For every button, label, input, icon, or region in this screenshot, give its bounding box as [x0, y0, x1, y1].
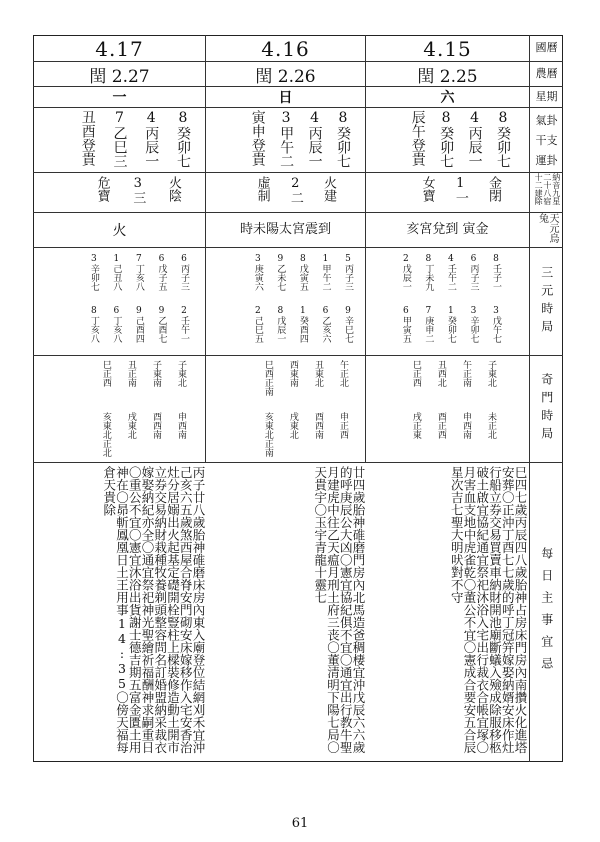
qimen-4-17	[100, 360, 185, 408]
qimen-col: 子東北	[485, 360, 496, 387]
label-gregorian: 國曆	[535, 41, 558, 55]
ganzhi-4-16	[250, 110, 350, 170]
sanyuan-col: 9辛巳七	[342, 306, 353, 343]
weekday-4-15: 六	[440, 90, 455, 106]
nayin-col: 女寶	[419, 176, 435, 202]
tianyuan-4-16: 時未陽太宮震到	[239, 222, 331, 238]
nayin-col: 危寶	[94, 176, 110, 202]
sanyuan-col: 6戊子五	[156, 254, 167, 291]
sanyuan-col: 3辛卯七	[468, 306, 479, 343]
sanyuan-col: 3戊午七	[490, 306, 501, 343]
daily-text-4-16: 廿四歲胎神碓磨門房內北馬造爸稠棲宜沖戊辰六六歲的呼庚辰公大凶〇憲宜協紀俱不宜〇通宜出行教牛聖月建虎中往乙天瘟月刑土府三丧〇董清明下陽七局〇天貴宇〇玉宇青龍十靈七	[312, 466, 366, 754]
weekday-4-16: 日	[278, 90, 293, 106]
sanyuan-col: 2壬午一	[178, 306, 189, 343]
ganzhi-col: 8癸卯七	[335, 110, 351, 168]
divider	[33, 247, 563, 248]
label-nayin: 納音九星二十八宿十二建除	[534, 173, 561, 205]
ganzhi-col: 3甲午二	[278, 110, 295, 168]
sanyuan-col: 1癸卯七	[445, 306, 456, 343]
qimen-4-16	[262, 360, 347, 408]
ganzhi-col: 丑酉登貴	[79, 110, 96, 166]
tianyuan-4-17: 火	[112, 223, 127, 239]
daily-text-4-17: 丙子廿八歲胎神碓磨床房內東入廟登位結網刈禾宜沖己亥六五歲煞西屋合脊安門砌安床嫁移作入宅安香治灶分居嫋出火起基定礎開栓豎柱上樑裝修造動土開市立券交易納財栽種牧養剃頭整容問名訂婚盟納采裁衣嫁娶納紀亦全〇通宜祭祀神光聖繪祈福酬神求嗣重日〇重公不宜〇憲宜沐浴出貨謝士德吉期五富金匱土用神在〇昴斬鳳凰日土王用事14:35〇傍天福每倉天貴除	[101, 466, 206, 754]
sanyuan-col: 2戊辰一	[400, 254, 411, 291]
gregorian-date-4-16: 4.16	[261, 36, 310, 61]
lunar-date-4-15: 閏 2.25	[417, 66, 478, 87]
qimen-col: 戌東北	[287, 412, 298, 439]
divider	[33, 107, 563, 108]
gregorian-date-4-15: 4.15	[423, 36, 472, 61]
nayin-4-16	[255, 176, 335, 210]
sanyuan-col: 1癸酉四	[297, 306, 308, 343]
nayin-col: 火陰	[165, 176, 181, 202]
qimen-col: 巳西正南	[262, 360, 273, 396]
label-ganzhi-header: 干支	[535, 134, 558, 147]
nayin-col: 火建	[320, 176, 336, 202]
ganzhi-col: 寅申登貴	[249, 110, 266, 166]
sanyuan-col: 1甲午二	[320, 254, 331, 291]
ganzhi-4-17	[80, 110, 190, 170]
nayin-col: 1一	[452, 176, 468, 204]
qimen-col: 丑正南	[125, 360, 136, 387]
sanyuan-col: 6甲寅五	[400, 306, 411, 343]
ganzhi-col: 8癸卯七	[174, 110, 191, 168]
sanyuan-col: 8丁亥八	[88, 306, 99, 343]
qimen-col: 酉西南	[150, 412, 161, 439]
qimen-col: 酉西南	[312, 412, 323, 439]
sanyuan-col: 4壬午二	[445, 254, 456, 291]
qimen-col: 亥東北正南	[262, 412, 273, 457]
ganzhi-col: 7乙巳三	[111, 110, 128, 168]
label-sanyuan: 三元時局	[539, 265, 554, 338]
qimen-col: 午正南	[460, 360, 471, 387]
qimen-4-17-b	[100, 412, 185, 460]
ganzhi-col: 4丙辰一	[143, 110, 160, 168]
ganzhi-4-15	[410, 110, 510, 170]
sanyuan-col: 9乙酉七	[156, 306, 167, 343]
sanyuan-4-16-b	[252, 306, 352, 352]
ganzhi-col: 辰午登貴	[409, 110, 426, 166]
qimen-col: 申正西	[337, 412, 348, 439]
sanyuan-col: 6丙子三	[178, 254, 189, 291]
qimen-4-16-b	[262, 412, 347, 460]
ganzhi-col: 4丙辰一	[466, 110, 483, 168]
qimen-col: 西東南	[287, 360, 298, 387]
sanyuan-4-15	[400, 254, 500, 300]
sanyuan-col: 6丁亥八	[111, 306, 122, 343]
qimen-col: 巳正西	[410, 360, 421, 387]
label-qimen: 奇門時局	[539, 373, 554, 445]
qimen-col: 申西南	[175, 412, 186, 439]
qimen-col: 午正北	[337, 360, 348, 387]
qimen-col: 子東南	[150, 360, 161, 387]
sanyuan-col: 7庚申二	[423, 306, 434, 343]
qimen-col: 丑東北	[312, 360, 323, 387]
sanyuan-4-17-b	[88, 306, 188, 352]
qimen-col: 巳正西	[100, 360, 111, 387]
gregorian-date-4-17: 4.17	[95, 36, 144, 61]
nayin-4-17	[95, 176, 180, 210]
lunar-date-4-16: 閏 2.26	[255, 66, 316, 87]
sanyuan-col: 3辛卯七	[88, 254, 99, 291]
nayin-col: 2二	[287, 176, 303, 204]
qimen-col: 酉正西	[435, 412, 446, 439]
ganzhi-col: 8癸卯七	[495, 110, 511, 168]
sanyuan-col: 6乙亥六	[320, 306, 331, 343]
divider	[33, 462, 563, 463]
tianyuan-4-15: 亥宮兌到 寅金	[406, 222, 489, 238]
label-qigua: 氣卦	[535, 114, 558, 127]
nayin-4-15	[420, 176, 500, 210]
sanyuan-col: 8戊寅五	[297, 254, 308, 291]
divider	[33, 172, 563, 173]
nayin-col: 3三	[130, 176, 146, 204]
sanyuan-col: 3庚寅六	[252, 254, 263, 291]
sanyuan-col: 9乙未七	[275, 254, 286, 291]
label-lunar: 農曆	[535, 67, 558, 81]
qimen-col: 丑西北	[435, 360, 446, 387]
lunar-date-4-17: 閏 2.27	[89, 66, 150, 87]
qimen-col: 申西南	[460, 412, 471, 439]
sanyuan-col: 8丁未九	[423, 254, 434, 291]
sanyuan-col: 2己巳五	[252, 306, 263, 343]
ganzhi-col: 8癸卯七	[438, 110, 455, 168]
label-yungua: 運卦	[535, 154, 558, 167]
sanyuan-col: 9己酉四	[133, 306, 144, 343]
label-tianyuan: 天元烏兔	[536, 213, 558, 243]
sanyuan-4-16	[252, 254, 352, 300]
qimen-col: 戌東北	[125, 412, 136, 439]
sanyuan-4-17	[88, 254, 188, 300]
qimen-col: 戌正東	[410, 412, 421, 439]
sanyuan-col: 8壬子一	[490, 254, 501, 291]
qimen-4-15-b	[410, 412, 495, 460]
sanyuan-col: 8戊辰一	[275, 306, 286, 343]
sanyuan-col: 5丙子三	[342, 254, 353, 291]
divider	[33, 355, 563, 356]
sanyuan-4-15-b	[400, 306, 500, 352]
label-ganzhi	[530, 108, 563, 172]
sanyuan-col: 6丙子三	[468, 254, 479, 291]
qimen-col: 亥東北正北	[100, 412, 111, 457]
weekday-4-17: 一	[112, 90, 127, 106]
qimen-col: 子東北	[175, 360, 186, 387]
sanyuan-col: 1己丑八	[111, 254, 122, 291]
qimen-4-15	[410, 360, 495, 408]
daily-text-4-15: 巳四七歲丙辰四八歲胎神占房床門房內南攢火化進塔安葬〇正沖丁酉七七歲的呼丁冠笄嫁娶納婿安床作灶行船立券交易買賣車納財開池廟斷蟻入殮成除服移柩破土啟宜協紀通宜祭祀沐浴入宅出行裁衣合帳宜塚〇月害血支地中虎雀乾〇董公不宜〇憲成合要安五合辰星次吉七聖大明吠對不守	[449, 466, 528, 754]
label-weekday: 星期	[535, 90, 558, 104]
nayin-col: 虛制	[254, 176, 270, 202]
page-number: 61	[291, 816, 309, 831]
nayin-col: 金閉	[485, 176, 501, 202]
sanyuan-col: 7丁亥八	[133, 254, 144, 291]
qimen-col: 未正北	[485, 412, 496, 439]
label-daily: 每日主事宜忌	[539, 546, 554, 679]
ganzhi-col: 4丙辰一	[306, 110, 323, 168]
